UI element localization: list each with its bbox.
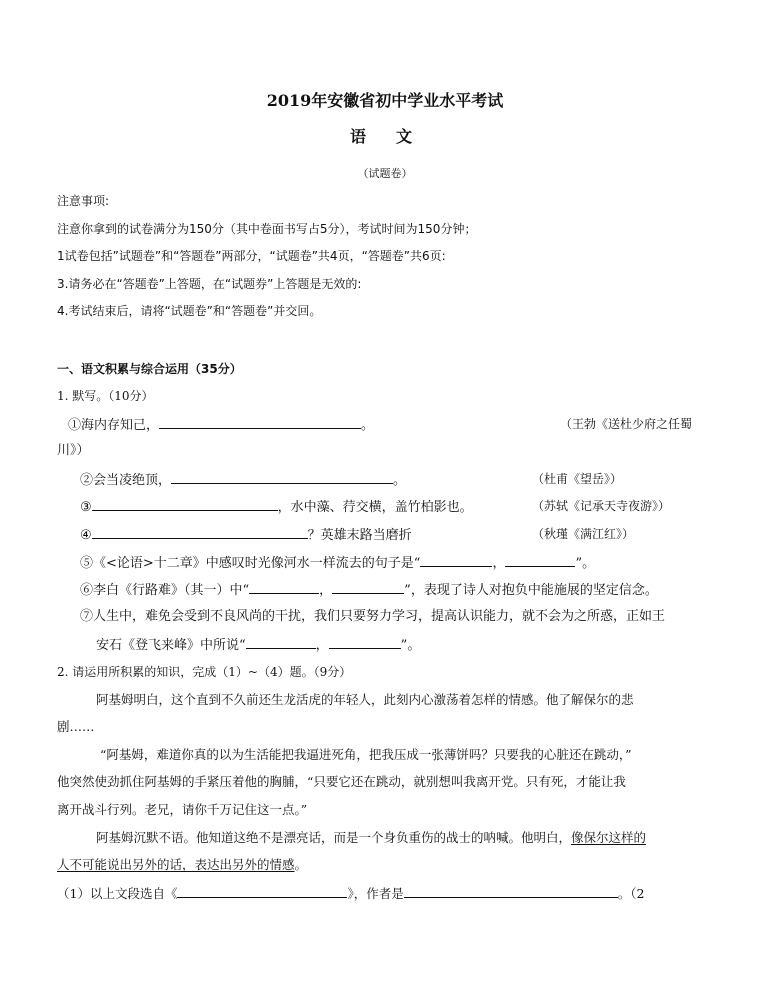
answer-blank[interactable] <box>505 553 575 567</box>
answer-blank[interactable] <box>246 635 316 649</box>
underlined-sentence: 人不可能说出另外的话，表达出另外的情感 <box>57 857 295 872</box>
dictation-line-1 <box>68 415 374 435</box>
verse-source: （杜甫《望岳》） <box>532 472 623 486</box>
note-item: 3.请务必在“答题卷”上答题，在“试题券”上答题是无效的: <box>57 277 362 291</box>
verse-prefix: 海内存知己， <box>81 418 160 433</box>
verse-source: （王勃《送杜少府之任蜀 <box>560 417 693 431</box>
answer-blank[interactable] <box>159 415 361 429</box>
question-end: ”，表现了诗人对抱负中能施展的坚定信念。 <box>404 583 658 598</box>
item-number: ② <box>80 473 94 488</box>
answer-blank[interactable] <box>332 580 404 594</box>
answer-blank[interactable] <box>177 884 347 898</box>
underlined-sentence: 像保尔这样的 <box>571 830 647 845</box>
separator: ， <box>492 556 506 571</box>
separator: ， <box>315 638 329 653</box>
dictation-line-6 <box>80 580 658 600</box>
note-item: 1试卷包括”试题卷”和“答题卷”两部分，“试题卷”共4页，“答题卷”共6页: <box>57 249 446 263</box>
passage-line: “阿基姆，难道你真的以为生活能把我逼进死角，把我压成一张薄饼吗？只要我的心脏还在跳动，” <box>100 747 632 762</box>
dictation-line-2 <box>80 470 406 490</box>
question-text: （1）以上文段选自《 <box>57 886 178 901</box>
question-text: 安石《登飞来峰》中所说“ <box>96 638 246 653</box>
subject-title <box>350 128 412 146</box>
answer-blank[interactable] <box>404 884 618 898</box>
subject-char-2: 文 <box>396 127 413 146</box>
item-number: ④ <box>80 528 92 543</box>
dictation-line-7: ⑦人生中，难免会受到不良风尚的干扰，我们只要努力学习，提高认识能力，就不会为之所惑，正如王 <box>80 609 666 624</box>
question-text: 。（2 <box>617 886 645 901</box>
sub-question-1 <box>57 884 644 903</box>
subject-char-1: 语 <box>350 127 397 146</box>
verse-prefix: 会当凌绝顶， <box>93 473 172 488</box>
passage-line: 阿基姆明白，这个直到不久前还生龙活虎的年轻人，此刻内心激荡着怎样的情感。他了解保尔的悲 <box>96 692 634 707</box>
question-2-stem: 2. 请运用所积累的知识，完成（1）~（4）题。（9分） <box>57 665 352 679</box>
question-end: ”。 <box>400 638 421 653</box>
verse-source: （苏轼《记承天寺夜游》） <box>532 499 671 513</box>
verse-suffix: 。 <box>393 473 407 488</box>
verse-source-continued: 川》） <box>57 443 90 458</box>
answer-blank[interactable] <box>249 580 319 594</box>
passage-line: 剧…… <box>57 719 95 734</box>
exam-title: 2019年安徽省初中学业水平考试 <box>266 91 504 110</box>
dictation-line-3 <box>80 497 473 517</box>
answer-blank[interactable] <box>92 497 278 511</box>
answer-blank[interactable] <box>420 553 492 567</box>
passage-text: 阿基姆沉默不语。他知道这绝不是漂亮话，而是一个身负重伤的战士的呐喊。他明白， <box>96 830 572 845</box>
question-text: ⑤《<论语>十二章》中感叹时光像河水一样流去的句子是“ <box>80 556 421 571</box>
answer-blank[interactable] <box>171 470 393 484</box>
verse-suffix: ？英雄末路当磨折 <box>307 528 412 543</box>
verse-suffix: ，水中藻、荇交横，盖竹柏影也。 <box>277 500 473 515</box>
paper-label: （试题卷） <box>357 167 413 180</box>
passage-line <box>57 856 307 874</box>
question-end: ”。 <box>575 556 596 571</box>
verse-suffix: 。 <box>361 418 375 433</box>
passage-text: 。 <box>294 857 308 872</box>
answer-blank[interactable] <box>92 525 308 539</box>
dictation-line-7-cont <box>96 635 420 655</box>
notes-heading: 注意事项: <box>57 194 110 208</box>
dictation-line-5 <box>80 553 595 573</box>
note-item: 4.考试结束后，请将“试题卷”和“答题卷”并交回。 <box>57 304 322 318</box>
item-number: ③ <box>80 500 92 515</box>
passage-line: 他突然使劲抓住阿基姆的手紧压着他的胸脯，“只要它还在跳动，就别想叫我离开党。只有死，才能让我 <box>57 774 626 789</box>
passage-line <box>96 829 646 847</box>
question-text: 》，作者是 <box>347 886 404 901</box>
item-number: ① <box>68 418 82 433</box>
note-item: 注意你拿到的试卷满分为150分（其中卷面书写占5分），考试时间为150分钟； <box>57 222 477 236</box>
answer-blank[interactable] <box>329 635 401 649</box>
question-1-stem: 1. 默写。（10分） <box>57 389 154 403</box>
separator: ， <box>319 583 333 598</box>
verse-source: （秋瑾《满江红》） <box>532 527 635 541</box>
section-heading: 一、语文积累与综合运用（35分） <box>57 362 242 376</box>
dictation-line-4 <box>80 525 412 545</box>
passage-line: 离开战斗行列。老兄，请你千万记住这一点。” <box>57 802 308 817</box>
question-text: ⑥李白《行路难》（其一）中“ <box>80 583 250 598</box>
